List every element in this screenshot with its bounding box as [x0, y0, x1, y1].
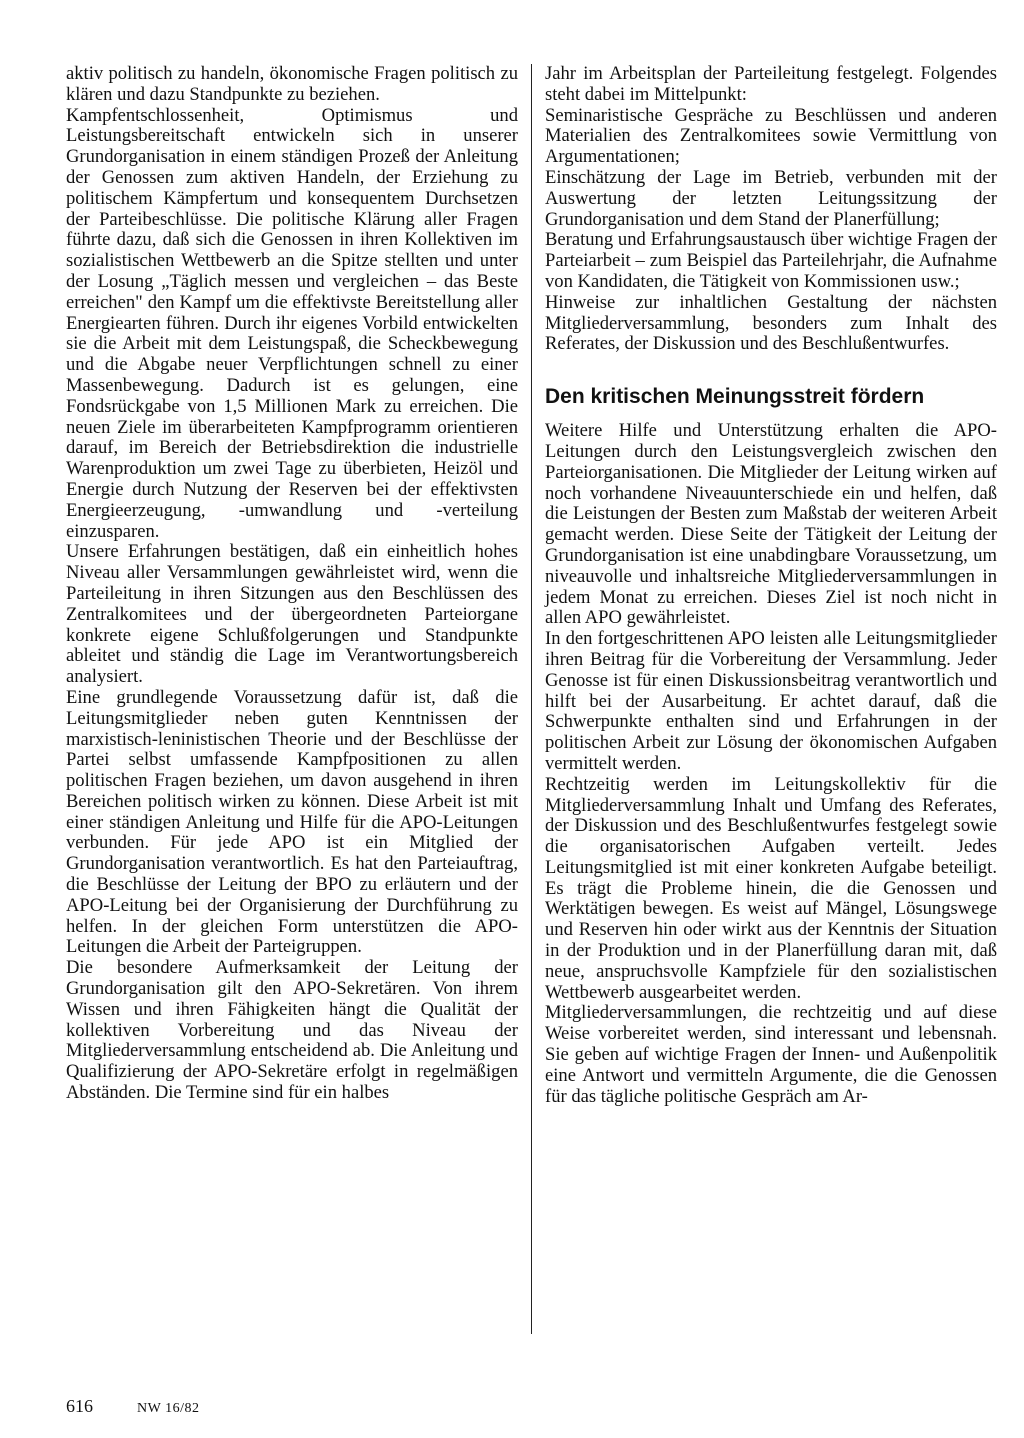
page-number: 616 [66, 1396, 93, 1416]
paragraph: Jahr im Arbeitsplan der Parteileitung festgelegt. Folgendes steht dabei im Mittelpunkt: [545, 63, 997, 105]
paragraph: Rechtzeitig werden im Leitungskollektiv für die Mitgliederversammlung Inhalt und Umfang des Referates, der Diskussion und des Beschlußentwurfes festgelegt sowie die organisatorischen Aufgaben verteilt. Jedes Leitungsmitglied ist mit einer konkreten Aufgabe beteiligt. Es trägt die Probleme hinein, die die Genossen und Werktätigen bewegen. Es weist auf Mängel, Lösungswege und Reserven hin oder wirkt aus der Kenntnis der Situation in der Produktion und in der Planerfüllung daran mit, daß neue, anspruchsvolle Kampfziele für den sozialistischen Wettbewerb ausgearbeitet werden. [545, 773, 997, 1003]
column-divider [531, 64, 532, 1334]
section-heading: Den kritischen Meinungsstreit fördern [545, 385, 925, 409]
paragraph: Die besondere Aufmerksamkeit der Leitung der Grundorganisation gilt den APO-Sekretären. Von ihrem Wissen und ihren Fähigkeiten hängt die Qualität der kollektiven Vorbereitung und das Niveau der Mitgliederversammlung entscheidend ab. Die Anleitung und Qualifizierung der APO-Sekretäre erfolgt in regelmäßigen Abständen. Die Termine sind für ein halbes [66, 957, 518, 1104]
paragraph: aktiv politisch zu handeln, ökonomische Fragen politisch zu klären und dazu Standpunkte zu beziehen. [66, 63, 518, 105]
paragraph: Weitere Hilfe und Unterstützung erhalten die APO-Leitungen durch den Leistungsvergleich zwischen den Parteiorganisationen. Die Mitglieder der Leitung wirken auf noch vorhandene Niveauunterschiede ein und helfen, daß die Leistungen der Besten zum Maßstab der weiteren Arbeit gemacht werden. Diese Seite der Tätigkeit der Leitung der Grundorganisation ist eine unabdingbare Voraussetzung, um niveauvolle und inhaltsreiche Mitgliederversammlungen in jedem Monat zu erreichen. Dieses Ziel ist noch nicht in allen APO gewährleistet. [545, 420, 997, 629]
left-column [66, 64, 518, 1104]
right-column [545, 64, 997, 1107]
paragraph: Mitgliederversammlungen, die rechtzeitig und auf diese Weise vorbereitet werden, sind interessant und lebensnah. Sie geben auf wichtige Fragen der Innen- und Außenpolitik eine Antwort und vermitteln Argumente, die die Genossen für das tägliche politische Gespräch am Ar- [545, 1002, 997, 1107]
paragraph: Unsere Erfahrungen bestätigen, daß ein einheitlich hohes Niveau aller Versammlungen gewährleistet wird, wenn die Parteileitung in ihren Sitzungen aus den Beschlüssen des Zentralkomitees und der übergeordneten Parteiorgane konkrete eigene Schlußfolgerungen und Standpunkte ableitet und ständig die Lage im Verantwortungsbereich analysiert. [66, 541, 518, 688]
paragraph: In den fortgeschrittenen APO leisten alle Leitungsmitglieder ihren Beitrag für die Vorbereitung der Versammlung. Jeder Genosse ist für einen Diskussionsbeitrag verantwortlich und hilft bei der Ausarbeitung. Er achtet darauf, daß die Schwerpunkte enthalten sind und Erfahrungen in der politischen Arbeit zur Lösung der ökonomischen Aufgaben vermittelt werden. [545, 628, 997, 774]
page-footer [66, 1396, 199, 1417]
list-paragraph: Seminaristische Gespräche zu Beschlüssen und anderen Materialien des Zentralkomitees sowie Vermittlung von Argumentationen; [545, 104, 997, 168]
list-paragraph: Einschätzung der Lage im Betrieb, verbunden mit der Auswertung der letzten Leitungssitzung der Grundorganisation und dem Stand der Planerfüllung; [545, 166, 997, 230]
paragraph: Eine grundlegende Voraussetzung dafür ist, daß die Leitungsmitglieder neben guten Kenntnissen der marxistisch-leninistischen Theorie und der Beschlüsse der Partei selbst umfassende Kampfpositionen zu allen politischen Fragen beziehen, um davon ausgehend in ihren Bereichen politisch wirken zu können. Diese Arbeit ist mit einer ständigen Anleitung und Hilfe für die APO-Leitungen verbunden. Für jede APO ist ein Mitglied der Grundorganisation verantwortlich. Es hat den Parteiauftrag, die Beschlüsse der Leitung der BPO zu erläutern und der APO-Leitung bei der Organisierung der Durchführung zu helfen. In der gleichen Form unterstützen die APO-Leitungen die Arbeit der Parteigruppen. [66, 686, 518, 958]
issue-label: NW 16/82 [137, 1401, 200, 1416]
list-paragraph: Hinweise zur inhaltlichen Gestaltung der nächsten Mitgliederversammlung, besonders zum Inhalt des Referates, der Diskussion und des Beschlußentwurfes. [545, 291, 997, 355]
list-paragraph: Beratung und Erfahrungsaustausch über wichtige Fragen der Parteiarbeit – zum Beispiel das Parteilehrjahr, die Aufnahme von Kandidaten, die Tätigkeit von Kommissionen usw.; [545, 229, 997, 292]
paragraph: Kampfentschlossenheit, Optimismus und Leistungsbereitschaft entwickeln sich in unserer Grundorganisation in einem ständigen Prozeß der Anleitung der Genossen zum aktiven Handeln, der Erziehung zu politischem Kämpfertum und konsequentem Durchsetzen der Parteibeschlüsse. Die politische Klärung aller Fragen führte dazu, daß sich die Genossen in ihren Kollektiven im sozialistischen Wettbewerb an die Spitze stellten und unter der Losung „Täglich messen und vergleichen – das Beste erreichen" den Kampf um die effektivste Bereitstellung aller Energiearten führen. Durch ihr eigenes Vorbild entwickelten sie die Arbeit mit dem Leistungspaß, die Scheckbewegung und die Abgabe neuer Verpflichtungen schnell zu einer Massenbewegung. Dadurch ist es gelungen, eine Fondsrückgabe von 1,5 Millionen Mark zu erreichen. Die neuen Ziele im überarbeiteten Kampfprogramm orientieren darauf, im Bereich der Betriebsdirektion die industrielle Warenproduktion um zwei Tage zu überbieten, Heizöl und Energie durch Nutzung der Reserven bei der effektivsten Energieerzeugung, -umwandlung und -verteilung einzusparen. [66, 104, 518, 542]
